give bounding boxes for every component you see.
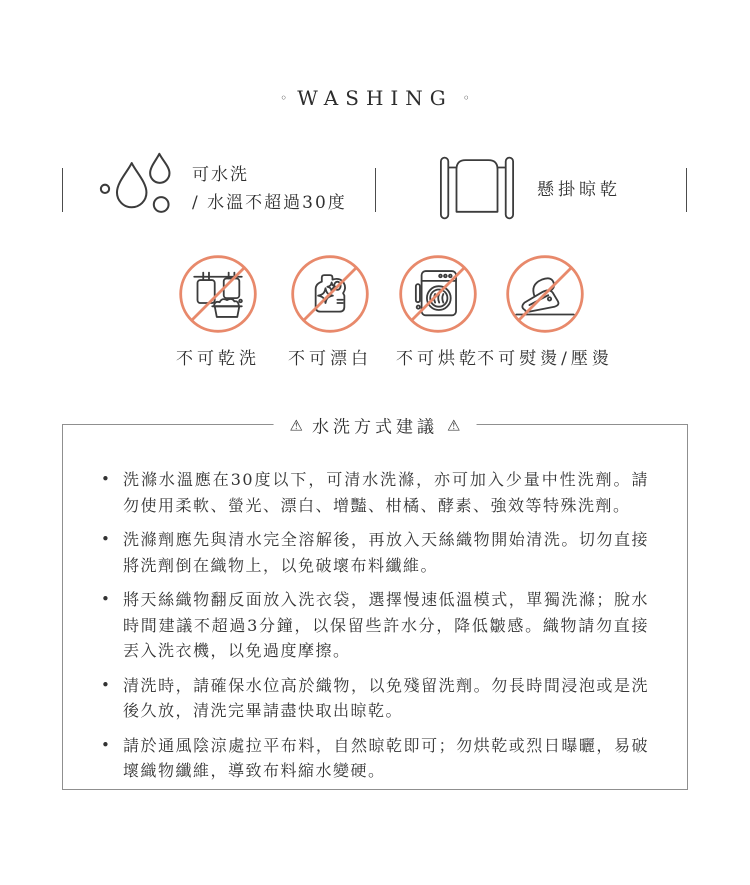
no-bleach-label: 不可漂白 — [288, 349, 372, 369]
hang-dry-cell — [433, 156, 621, 224]
advice-item — [99, 673, 649, 724]
hang-dry-icon — [433, 156, 521, 224]
advice-item — [99, 587, 649, 664]
advice-box-title — [274, 413, 477, 438]
ring-ornament-left: ◦ — [280, 91, 288, 105]
advice-item-text: 將天絲織物翻反面放入洗衣袋，選擇慢速低溫模式，單獨洗滌；脫水時間建議不超過3分鐘，以保留些許水分，降低皺感。織物請勿直接丟入洗衣機，以免過度摩擦。 — [123, 590, 649, 660]
advice-item-text: 洗滌水溫應在30度以下，可清水洗滌，亦可加入少量中性洗劑。請勿使用柔軟、螢光、漂白、增豔、柑橘、酵素、強效等特殊洗劑。 — [123, 470, 649, 515]
washable-label — [192, 161, 347, 217]
washable-label-line2: / 水溫不超過30度 — [192, 193, 347, 213]
page-title-text: WASHING — [297, 86, 453, 110]
no-dry-clean-label: 不可乾洗 — [176, 349, 260, 369]
advice-item-text: 清洗時，請確保水位高於織物，以免殘留洗劑。勿長時間浸泡或是洗後久放，清洗完畢請盡快取出晾乾。 — [123, 675, 649, 720]
no-iron-label: 不可熨燙/壓燙 — [477, 349, 613, 369]
advice-item — [99, 527, 649, 578]
advice-item-text: 請於通風陰涼處拉平布料，自然晾乾即可；勿烘乾或烈日曝曬，易破壞織物纖維，導致布料縮水變硬。 — [123, 735, 649, 780]
divider-middle — [375, 168, 376, 212]
bullet-marker: • — [101, 735, 112, 754]
warning-icon-left: ⚠ — [289, 416, 303, 434]
bullet-marker: • — [101, 530, 112, 548]
bullet-marker: • — [101, 470, 112, 488]
divider-left — [62, 168, 63, 212]
page-title — [0, 86, 750, 110]
washable-label-line1: 可水洗 — [192, 165, 249, 185]
advice-title-text: 水洗方式建議 — [312, 417, 438, 438]
warning-icon-right: ⚠ — [447, 416, 461, 434]
advice-item — [99, 733, 649, 784]
no-tumble-dry-label: 不可烘乾 — [396, 349, 480, 369]
bullet-marker: • — [101, 675, 112, 694]
no-iron-item — [467, 253, 623, 369]
care-method-row — [62, 148, 688, 232]
advice-item — [99, 467, 649, 518]
divider-right — [686, 168, 687, 212]
bullet-marker: • — [101, 590, 112, 608]
water-drops-icon — [98, 152, 182, 226]
advice-item-text: 洗滌劑應先與清水完全溶解後，再放入天絲織物開始清洗。切勿直接將洗劑倒在織物上，以免破壞布料纖維。 — [123, 530, 649, 575]
hang-dry-label: 懸掛晾乾 — [537, 180, 621, 200]
washing-advice-box — [62, 416, 688, 790]
advice-list — [63, 425, 687, 784]
washable-cell — [98, 152, 347, 226]
no-iron-icon — [467, 253, 623, 335]
prohibition-row — [62, 253, 688, 368]
ring-ornament-right: ◦ — [462, 91, 470, 105]
